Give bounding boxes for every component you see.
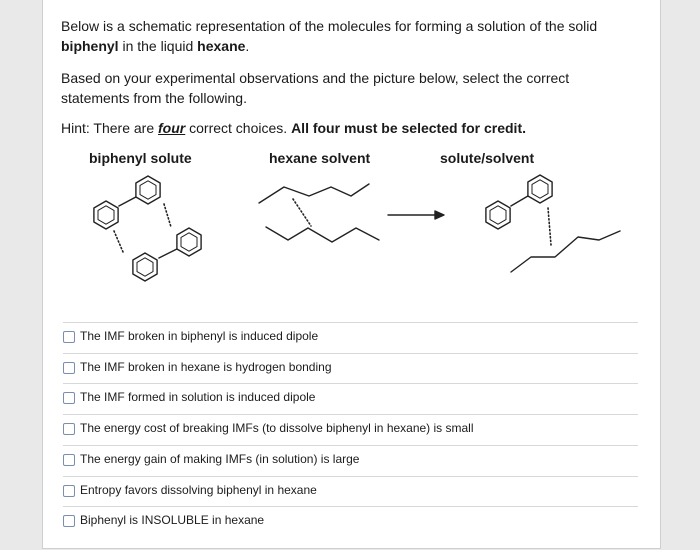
reaction-arrow [388,211,444,219]
intro-text-1: Below is a schematic representation of the molecules for forming a solution of the solid [61,18,598,34]
hexane-molecule-2 [266,227,379,242]
hint-prefix: Hint: There are [61,120,159,136]
hexane-in-solution [511,231,620,272]
biphenyl-molecule-1 [94,176,160,229]
hexane-imf-dots [293,199,311,226]
checkbox[interactable] [63,485,75,497]
option-label[interactable]: The energy gain of making IMFs (in solution) is large [80,452,360,466]
option-4[interactable] [63,414,638,445]
checkbox[interactable] [63,515,75,527]
label-solute-solvent: solute/solvent [440,150,535,166]
hint-middle: correct choices. [185,120,292,136]
question-instruction: Based on your experimental observations and the picture below, select the correct statements from the following. [61,70,570,106]
option-label[interactable]: Biphenyl is INSOLUBLE in hexane [80,513,265,527]
hexane-molecule-1 [259,184,369,203]
label-hexane-solvent: hexane solvent [269,150,371,166]
biphenyl-imf-dots [114,204,171,252]
checkbox[interactable] [63,331,75,343]
option-label[interactable]: The IMF broken in hexane is hydrogen bonding [80,360,332,374]
hint-emphasis: four [158,120,186,136]
option-5[interactable] [63,445,638,476]
checkbox[interactable] [63,362,75,374]
intro-biphenyl: biphenyl [61,38,119,54]
intro-text-3: . [245,38,250,54]
hint-bold: All four must be selected for credit. [291,120,526,136]
option-label[interactable]: The energy cost of breaking IMFs (to dissolve biphenyl in hexane) is small [80,421,474,435]
question-page [42,0,661,549]
intro-text-2: in the liquid [118,38,198,54]
option-1[interactable] [63,322,638,353]
biphenyl-molecule-2 [133,228,201,281]
option-2[interactable] [63,353,638,384]
option-3[interactable] [63,383,638,414]
solution-imf-dots [548,208,551,245]
molecule-scheme [43,0,660,320]
option-label[interactable]: The IMF broken in biphenyl is induced dipole [80,329,319,343]
option-label[interactable]: The IMF formed in solution is induced dipole [80,390,316,404]
biphenyl-in-solution [486,175,552,229]
option-label[interactable]: Entropy favors dissolving biphenyl in hexane [80,483,317,497]
checkbox[interactable] [63,423,75,435]
checkbox[interactable] [63,392,75,404]
option-7[interactable] [63,506,638,537]
label-biphenyl-solute: biphenyl solute [89,150,192,166]
intro-hexane: hexane [197,38,246,54]
option-6[interactable] [63,476,638,507]
checkbox[interactable] [63,454,75,466]
